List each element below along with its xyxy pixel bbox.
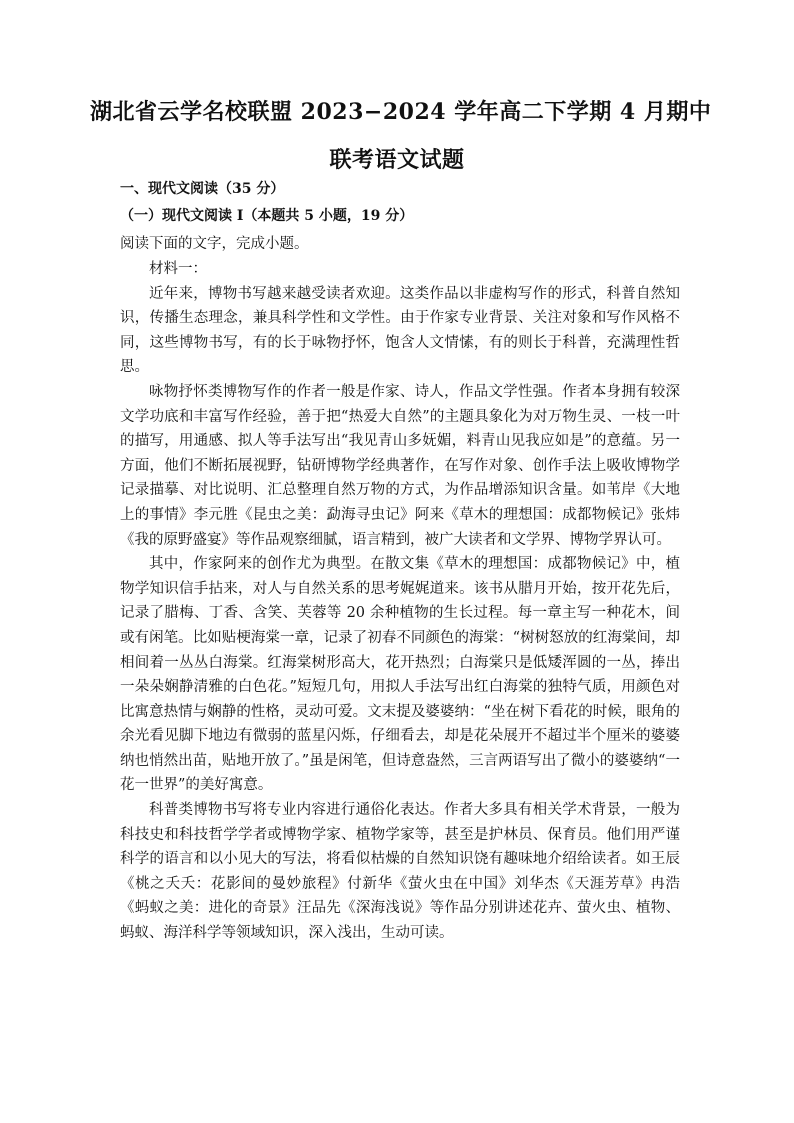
passage-paragraph-1: 近年来，博物书写越来越受读者欢迎。这类作品以非虚构写作的形式，科普自然知识，传播生态理念，兼具科学性和文学性。由于作家专业背景、关注对象和写作风格不同，这些博物书写，有的长于咏物抒怀，饱含人文情愫，有的则长于科普，充满理性哲思。 xyxy=(120,285,680,376)
document-title: 湖北省云学名校联盟 2023−2024 学年高二下学期 4 月期中 xyxy=(90,99,712,125)
document-subtitle: 联考语文试题 xyxy=(329,147,465,173)
section-heading: 一、现代文阅读（35 分） xyxy=(120,181,285,197)
reading-instruction: 阅读下面的文字，完成小题。 xyxy=(120,236,309,252)
passage-paragraph-3: 其中，作家阿来的创作尤为典型。在散文集《草木的理想国：成都物候记》中，植物学知识信手拈来，对人与自然关系的思考娓娓道来。该书从腊月开始，按开花先后，记录了腊梅、丁香、含笑、芙蓉等 20 余种植物的生长过程。每一章主写一种花木，间或有闲笔。比如贴梗海棠一章，记录了初春不同颜色的海棠：“树树怒放的红海棠间，却相间着一丛丛白海棠。红海棠树形高大，花开热烈；白海棠只是低矮浑圆的一丛，捧出一朵朵娴静清雅的白色花。”短短几句，用拟人手法写出红白海棠的独特气质，用颜色对比寓意热情与娴静的性格，灵动可爱。文末提及婆婆纳：“坐在树下看花的时候，眼角的余光看见脚下地边有微弱的蓝星闪烁，仔细看去，却是花朵展开不超过半个厘米的婆婆纳也悄然出苗，贴地开放了。”虽是闲笔，但诗意盎然，三言两语写出了微小的婆婆纳“一花一世界”的美好寓意。 xyxy=(120,556,680,794)
material-label: 材料一： xyxy=(149,261,207,277)
passage-paragraph-2: 咏物抒怀类博物写作的作者一般是作家、诗人，作品文学性强。作者本身拥有较深文学功底和丰富写作经验，善于把“热爱大自然”的主题具象化为对万物生灵、一枝一叶的描写，用通感、拟人等手法写出“我见青山多妩媚，料青山见我应如是”的意蕴。另一方面，他们不断拓展视野，钻研博物学经典著作，在写作对象、创作手法上吸收博物学记录描摹、对比说明、汇总整理自然万物的方式，为作品增添知识含量。如苇岸《大地上的事情》李元胜《昆虫之美：勐海寻虫记》阿来《草木的理想国：成都物候记》张炜《我的原野盛宴》等作品观察细腻，语言精到，被广大读者和文学界、博物学界认可。 xyxy=(120,383,680,548)
passage-paragraph-4: 科普类博物书写将专业内容进行通俗化表达。作者大多具有相关学术背景，一般为科技史和科技哲学学者或博物学家、植物学家等，甚至是护林员、保育员。他们用严谨科学的语言和以小见大的写法，将看似枯燥的自然知识饶有趣味地介绍给读者。如王辰《桃之夭夭：花影间的曼妙旅程》付新华《萤火虫在中国》刘华杰《天涯芳草》冉浩《蚂蚁之美：进化的奇景》汪品先《深海浅说》等作品分别讲述花卉、萤火虫、植物、蚂蚁、海洋科学等领域知识，深入浅出，生动可读。 xyxy=(120,802,680,942)
passage-body xyxy=(120,257,680,946)
subsection-heading: （一）现代文阅读 I（本题共 5 小题，19 分） xyxy=(120,208,414,224)
